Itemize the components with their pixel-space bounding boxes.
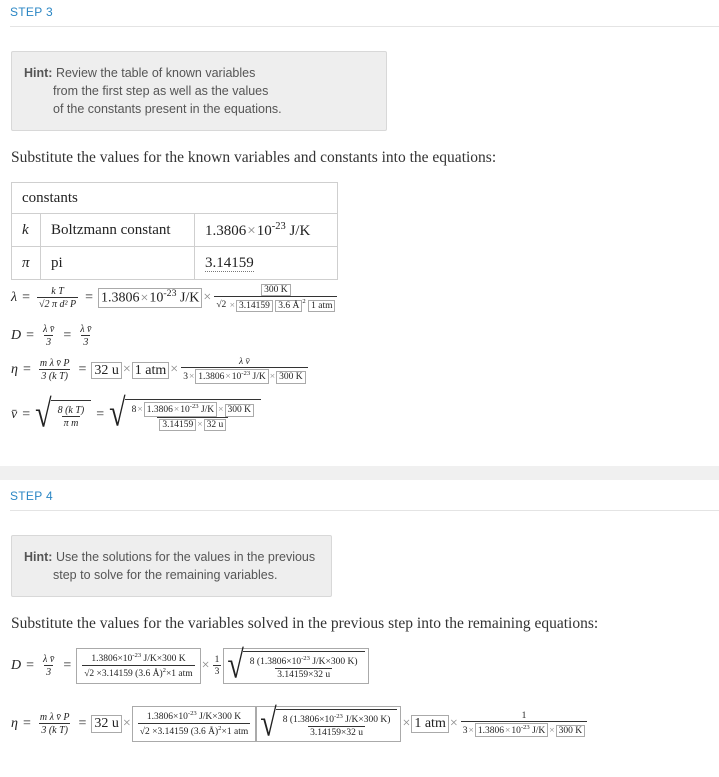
constant-symbol: π [12, 247, 41, 280]
hint-line: of the constants present in the equations. [53, 102, 282, 116]
step-3-instruction: Substitute the values for the known variables and constants into the equations: [11, 149, 497, 166]
step-3-divider [10, 26, 719, 27]
table-row [12, 214, 338, 247]
equation-eta: η = $\frac{\text{m λ v̄ P}}{\text{3 (k T)}}$ = 32 u × 1 atm × $\frac{\text{λ v̄}}{3\times 1.3806\times 10^{-23} J/K \times 300 K}$ [11, 357, 310, 384]
constant-value: $1.3806\times 10^{-23}$ J/K [195, 214, 338, 247]
constants-table [11, 182, 338, 280]
step-4-divider [10, 510, 719, 511]
step-4-hint-box [11, 535, 332, 597]
equation-d-solved: D = $\frac{\text{λ v̄}}{3}$ = $\frac{1.3806\times 10^{-23} J/K\times 300 K}{√2 \times 3.14159 (3.6 Å)^2\times 1 atm}$ × $\frac{1}{3}$ √ $\frac{8 (1.3806\times 10^{-23} J/K\times 300 K)}{3.14159\times 32 u}$ [11, 648, 369, 684]
constant-name: pi [41, 247, 195, 280]
hint-label: Hint: [24, 66, 53, 80]
step-4-instruction: Substitute the values for the variables solved in the previous step into the remaining equations: [11, 615, 599, 632]
hint-line: Use the solutions for the values in the previous [55, 550, 316, 564]
step-3-hint-box [11, 51, 387, 131]
constant-symbol: k [12, 214, 41, 247]
equation-d: D = $\frac{\text{λ v̄}}{3}$ = $\frac{\text{λ v̄}}{3}$ [11, 324, 92, 348]
hint-label: Hint: [24, 550, 53, 564]
constant-name: Boltzmann constant [41, 214, 195, 247]
step-3-label: STEP 3 [10, 5, 53, 19]
table-header: constants [12, 183, 338, 214]
step-separator [0, 466, 719, 480]
table-row [12, 247, 338, 280]
equation-eta-solved: η = $\frac{\text{m λ v̄ P}}{\text{3 (k T)}}$ = 32 u × $\frac{1.3806\times 10^{-23} J/K\times 300 K}{√2 \times 3.14159 (3.6 Å)^2\times 1 atm}$ √ $\frac{8 (1.3806\times 10^{-23} J/K\times 300 K)}{3.14159\times 32 u}$ × 1 atm × $\frac{1}{3\times 1.3806\times 10^{-23} J/K \times 300 K}$ [11, 706, 589, 742]
hint-line: step to solve for the remaining variables. [53, 568, 278, 582]
hint-line: Review the table of known variables [55, 66, 256, 80]
hint-line: from the first step as well as the values [53, 84, 269, 98]
k-value-box: $1.3806\times 10^{-23}$ J/K [98, 288, 202, 307]
constant-value: 3.14159 [195, 247, 338, 280]
equation-vbar: v̄ = √ $\frac{\text{8 (k T)}}{\text{π m}}$ = √ $\frac{8\times 1.3806\times 10^{-23} J/K \times 300 K}{3.14159 \times 32 u}$ [11, 399, 261, 431]
equation-lambda: λ = $\frac{\text{k T}}{\text{√2 π d² P}}$ = $1.3806\times 10^{-23}$ J/K × $\frac{300 K}{√2 \times 3.14159 3.6 Å ^2 1 atm}$ [11, 284, 339, 312]
step-4-label: STEP 4 [10, 489, 53, 503]
